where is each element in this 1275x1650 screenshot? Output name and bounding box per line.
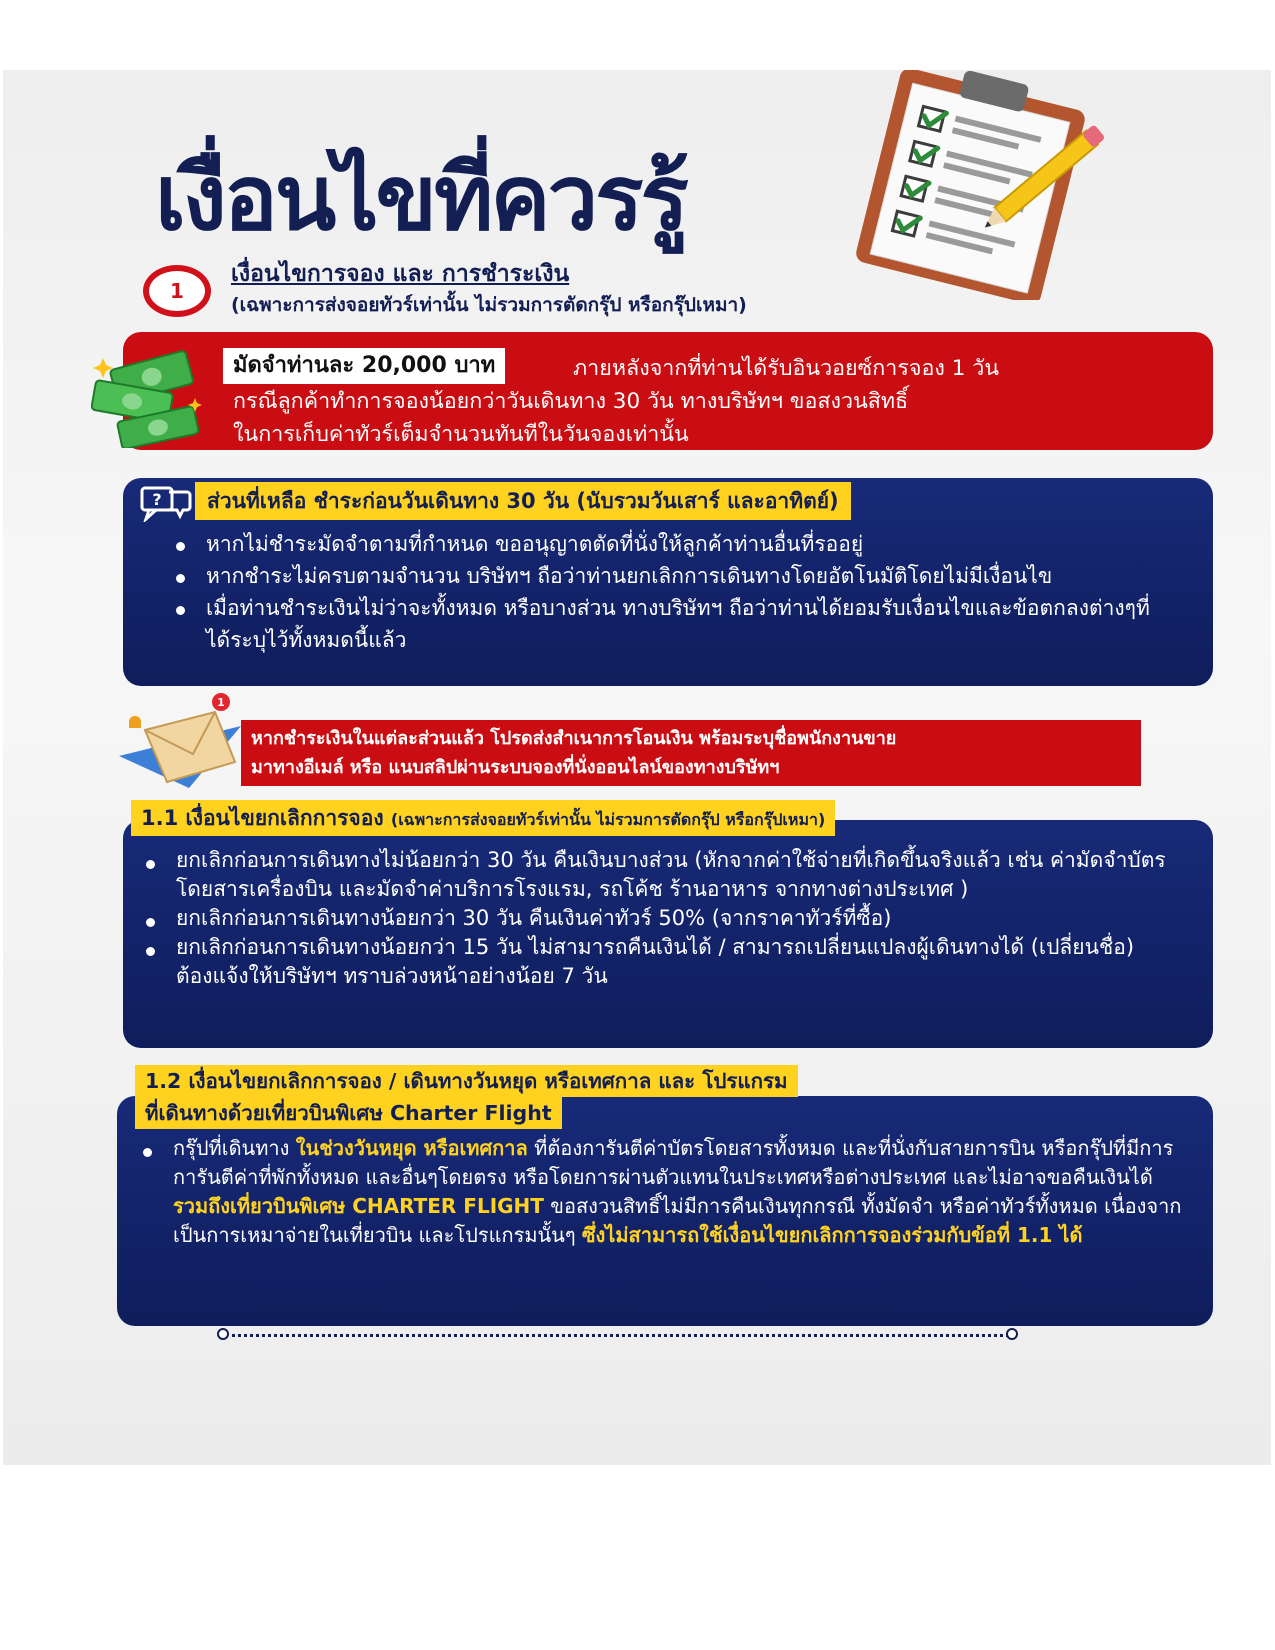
divider-end-right <box>1006 1328 1018 1340</box>
envelope-icon <box>115 692 255 792</box>
svg-text:?: ? <box>152 490 162 509</box>
list-item: หากชำระไม่ครบตามจำนวน บริษัทฯ ถือว่าท่านยกเลิกการเดินทางโดยอัตโนมัติโดยไม่มีเงื่อนไข <box>206 560 1166 592</box>
holiday-header-line-2: ที่เดินทางด้วยเที่ยวบินพิเศษ Charter Flight <box>135 1097 562 1129</box>
notice-text <box>251 724 1131 782</box>
holiday-text-2: ที่ต้องการันตีค่าบัตรโดยสารทั้งหมด และที่นั่งกับสายการบิน หรือกรุ๊ปที่มีการการันตีค่าที่พักทั้งหมด และอื่นๆโดยตรง หรือโดยการผ่านตัวแทนในประเทศหรือต่างประเทศ และไม่อาจขอคืนเงินได้ <box>173 1136 1174 1189</box>
poster <box>3 70 1271 1465</box>
section-subtitle: (เฉพาะการส่งจอยทัวร์เท่านั้น ไม่รวมการตัดกรุ๊ป หรือกรุ๊ปเหมา) <box>231 294 747 316</box>
list-item: หากไม่ชำระมัดจำตามที่กำหนด ขออนุญาตตัดที่นั่งให้ลูกค้าท่านอื่นที่รออยู่ <box>206 528 1166 560</box>
chat-bubble-icon <box>139 484 193 522</box>
notice-line-1: หากชำระเงินในแต่ละส่วนแล้ว โปรดส่งสำเนาการโอนเงิน พร้อมระบุชื่อพนักงานขาย <box>251 728 897 749</box>
section-number-badge: 1 <box>143 265 211 317</box>
remaining-header: ส่วนที่เหลือ ชำระก่อนวันเดินทาง 30 วัน (นับรวมวันเสาร์ และอาทิตย์) <box>195 482 851 520</box>
divider-end-left <box>217 1328 229 1340</box>
list-item <box>173 1134 1183 1250</box>
holiday-list <box>173 1134 1183 1250</box>
cancellation-note: (เฉพาะการส่งจอยทัวร์เท่านั้น ไม่รวมการตัดกรุ๊ป หรือกรุ๊ปเหมา) <box>390 810 826 829</box>
section-title: เงื่อนไขการจอง และ การชำระเงิน <box>231 261 570 287</box>
notice-line-2: มาทางอีเมล์ หรือ แนบสลิปผ่านระบบจองที่นั่งออนไลน์ของทางบริษัทฯ <box>251 757 780 778</box>
deposit-amount-label: มัดจำท่านละ 20,000 บาท <box>223 348 505 384</box>
list-item: ยกเลิกก่อนการเดินทางไม่น้อยกว่า 30 วัน คืนเงินบางส่วน (หักจากค่าใช้จ่ายที่เกิดขึ้นจริงแล้ว เช่น ค่ามัดจำบัตรโดยสารเครื่องบิน และมัดจำค่าบริการโรงแรม, รถโค้ช ร้านอาหาร จากทางต่างประเทศ ) <box>176 846 1166 904</box>
page-title: เงื่อนไขที่ควรรู้ <box>155 146 686 251</box>
holiday-text-3: ขอสงวนสิทธิ์ไม่มีการคืนเงินทุกกรณี ทั้งมัดจำ หรือค่าทัวร์ทั้งหมด เนื่องจากเป็นการเหมาจ่ายในเที่ยวบิน และโปรแกรมนั้นๆ <box>173 1194 1182 1247</box>
remaining-list <box>206 528 1166 656</box>
deposit-line-1: ภายหลังจากที่ท่านได้รับอินวอยซ์การจอง 1 วัน <box>573 356 1000 381</box>
cancellation-title: 1.1 เงื่อนไขยกเลิกการจอง <box>141 806 384 830</box>
cancellation-header <box>131 800 835 836</box>
list-item: ยกเลิกก่อนการเดินทางน้อยกว่า 30 วัน คืนเงินค่าทัวร์ 50% (จากราคาทัวร์ที่ซื้อ) <box>176 904 1166 933</box>
money-icon <box>91 348 211 448</box>
holiday-highlight-3: ซึ่งไม่สามารถใช้เงื่อนไขยกเลิกการจองร่วมกับข้อที่ 1.1 ได้ <box>581 1223 1083 1247</box>
divider <box>225 1334 1015 1337</box>
deposit-line-3: ในการเก็บค่าทัวร์เต็มจำนวนทันทีในวันจองเท่านั้น <box>233 422 689 447</box>
cancellation-list <box>176 846 1166 991</box>
list-item: ยกเลิกก่อนการเดินทางน้อยกว่า 15 วัน ไม่สามารถคืนเงินได้ / สามารถเปลี่ยนแปลงผู้เดินทางได้ (เปลี่ยนชื่อ) ต้องแจ้งให้บริษัทฯ ทราบล่วงหน้าอย่างน้อย 7 วัน <box>176 933 1166 991</box>
notification-badge: 1 <box>217 696 225 709</box>
holiday-highlight-1: ในช่วงวันหยุด หรือเทศกาล <box>295 1136 528 1160</box>
list-item: เมื่อท่านชำระเงินไม่ว่าจะทั้งหมด หรือบางส่วน ทางบริษัทฯ ถือว่าท่านได้ยอมรับเงื่อนไขและข้อตกลงต่างๆที่ได้ระบุไว้ทั้งหมดนี้แล้ว <box>206 592 1166 656</box>
holiday-header-line-1: 1.2 เงื่อนไขยกเลิกการจอง / เดินทางวันหยุด หรือเทศกาล และ โปรแกรม <box>135 1065 798 1097</box>
clipboard-checklist-icon <box>838 70 1123 300</box>
deposit-text <box>233 352 1153 451</box>
holiday-highlight-2: รวมถึงเที่ยวบินพิเศษ CHARTER FLIGHT <box>173 1194 544 1218</box>
holiday-text-1: กรุ๊ปที่เดินทาง <box>173 1136 296 1160</box>
deposit-line-2: กรณีลูกค้าทำการจองน้อยกว่าวันเดินทาง 30 วัน ทางบริษัทฯ ขอสงวนสิทธิ์ <box>233 389 909 414</box>
